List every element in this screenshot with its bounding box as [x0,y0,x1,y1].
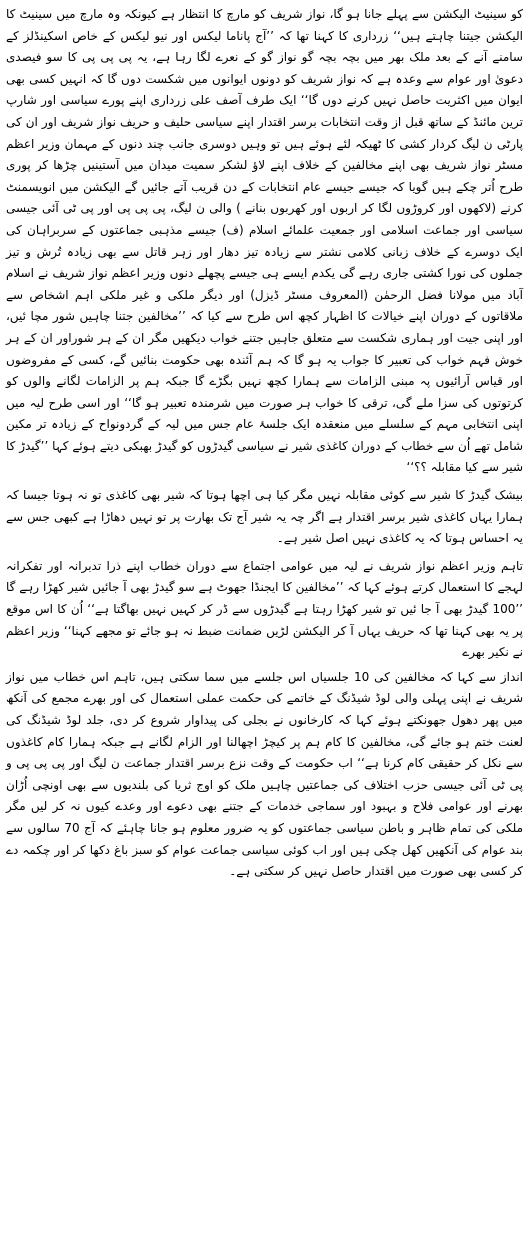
article-paragraph-4: انداز سے کہا کہ مخالفین کی 10 جلسیاں اس جلسے میں سما سکتی ہیں، تاہم اس خطاب میں نواز شریف نے اپنی پہلی والی لوڈ شیڈنگ کے خاتمے کی حکمت عملی استعمال کی اور بھرے مجمع کی آنکھ میں پھر دھول جھونکتے ہوئے کہا کہ کارخانوں نے بجلی کی پیداوار شروع کر دی، جلد لوڈ شیڈنگ کی لعنت ختم ہو جائے گی، مخالفین کا کام ہم پر کیچڑ اچھالنا اور الزام لگانے ہے جبکہ ہمارا کام کاغذوں سے نکل کر حقیقی کام کرنا ہے‘‘ اب حکومت کے وقت نزع برسر اقتدار جماعت ن لیگ اور پی پی پی و پی ٹی آئی جیسی حزب اختلاف کی جماعتیں چاہیں ملک کو اوج ثریا کی بلندیوں سے بھی اونچی اُڑان بھرنے اور عوامی فلاح و بہبود اور سماجی خدمات کے جتنے بھی دعوے اور وعدے کیوں نہ کر لیں مگر ملکی کی تمام ظاہر و باطن سیاسی جماعتوں کو یہ ضرور معلوم ہو جانا چاہئے کہ آج 70 سالوں سے بند عوام کی آنکھیں کھل چکی ہیں اور اب کوئی سیاسی جماعت عوام کو سبز باغ دکھا کر اور چکمہ دے کر کسی بھی صورت میں اقتدار حاصل نہیں کر سکتی ہے۔ [6,669,524,879]
article-paragraph-1: کو سینیٹ الیکشن سے پہلے جانا ہو گا، نواز شریف کو مارچ کا انتظار ہے کیونکہ وہ مارچ میں سینیٹ کا الیکشن جیتنا چاہتے ہیں‘‘ زرداری کا کہنا تھا کہ ’’آج پاناما لیکس اور نیو لیکس کے خاص اسکینڈلز کے سامنے آنے کے بعد ملک بھر میں بچہ بچہ گو نواز گو کے نعرے لگا رہا ہے، یہ پی پی پی کا سو فیصدی دعویٰ اور عوام سے وعدہ ہے کہ نواز شریف کو دونوں ایوانوں میں شکست دوں گا کہ انہیں کسی بھی ایوان میں اکثریت حاصل نہیں کرنے دوں گا‘‘ ایک طرف آصف علی زرداری اپنے پورے سیاسی اور شارپ ترین مائنڈ کے ساتھ قبل از وقت انتخابات برسر اقتدار اپنے سیاسی حلیف و حریف نواز شریف اور ان کی پارٹی ن لیگ کردار کشی کا ٹھیکہ لئے ہوئے ہیں تو وہیں دوسری جانب چند دنوں کے مہمان وزیر اعظم مسٹر نواز شریف بھی اپنے مخالفین کے خلاف اپنے لاؤ لشکر سمیت میدان میں آستینیں چڑھا کر پوری طرح اُتر چکے ہیں گویا کہ جیسے جیسے عام انتخابات کے دن قریب آتے جائیں گے الیکشن میں انویسمنٹ کرنے (لاکھوں اور کروڑوں لگا کر اربوں اور کھربوں بنانے ) والی ن لیگ، پی پی پی اور پی ٹی آئی جیسی سیاسی اور جماعت اسلامی اور جمعیت علمائے اسلام (ف) جیسے مذہبی جماعتوں کے سربراہان کی ایک دوسرے کے خلاف زبانی کلامی نشتر سے زیادہ تیز دھار اور زہر قاتل سے بھی زیادہ تُرش و تیز جملوں کی نورا کشتی جاری رہے گی یکدم ایسے ہی جیسے پچھلے دنوں وزیر اعظم نواز شریف نے اسلام آباد میں مولانا فضل الرحمٰن (المعروف مسٹر ڈیزل) اور دیگر ملکی و غیر ملکی اہم اشخاص سے ملاقاتوں کے دوران اپنے خیالات کا اظہار کچھ اس طرح سے کیا کہ ’’مخالفین جتنا چاہیں شور مچا ئیں، اور اپنی جیت اور ہماری شکست سے متعلق جاہیں جتنے خواب دیکھیں مگر ان کے ہر شوراور ان کے ہر خوش فہم خواب کی تعبیر کا جواب یہ ہو گا کہ ہم آئندہ بھی حکومت بنائیں گے، کسی کے مفروضوں اور قیاس آرائیوں پہ مبنی الزامات سے ہمارا کچھ نہیں بگڑے گا جبکہ ہم پر الزامات لگانے والوں کو کرتوتوں کی سزا ملے گی، ترقی کا خواب ہر صورت میں شرمندہ تعبیر ہو گا‘‘ اور اسی طرح لیہ میں اپنی انتخابی مہم کے سلسلے میں منعقدہ ایک جلسۂ عام جس میں لیہ کے گردونواح کے زیادہ تر مکین شامل تھے اُن سے خطاب کے دوران کاغذی شیر نے سیاسی گیدڑوں کو گیدڑ بھبکی دیتے ہوئے کہا ’’گیدڑ کا شیر سے کیا مقابلہ ؟؟‘‘ [6,7,523,475]
article-paragraph-2: بیشک گیدڑ کا شیر سے کوئی مقابلہ نہیں مگر کیا ہی اچھا ہوتا کہ شیر بھی کاغذی تو نہ ہوتا جیسا کہ ہمارا یہاں کاغذی شیر برسر اقتدار ہے اگر چہ یہ شیر آج تک بھارت پر تو نہیں دھاڑا ہے کبھی جس سے یہ احساس ہوتا کہ یہ کاغذی نہیں اصل شیر ہے۔ [6,488,523,546]
article-paragraph-3: تاہم وزیر اعظم نواز شریف نے لیہ میں عوامی اجتماع سے دوران خطاب اپنے ذرا تدبرانہ اور تفکرانہ لہجے کا استعمال کرتے ہوئے کہا کہ ’’مخالفین کا ایجنڈا جھوٹ ہے سو گیدڑ بھی آ جائیں شیر کھڑا رہے گا ’’100 گیدڑ بھی آ جا ئیں تو شیر کھڑا رہتا ہے گیدڑوں سے ڈر کر کہیں نہیں بھاگتا ہے‘‘ اُن کا اس موقع پر یہ بھی کہنا تھا کہ حریف یہاں آ کر الیکشن لڑیں ضمانت ضبط نہ ہو جائے تو مجھے کہنا‘‘ وزیر اعظم نے نکیر بھرے [6,558,523,660]
